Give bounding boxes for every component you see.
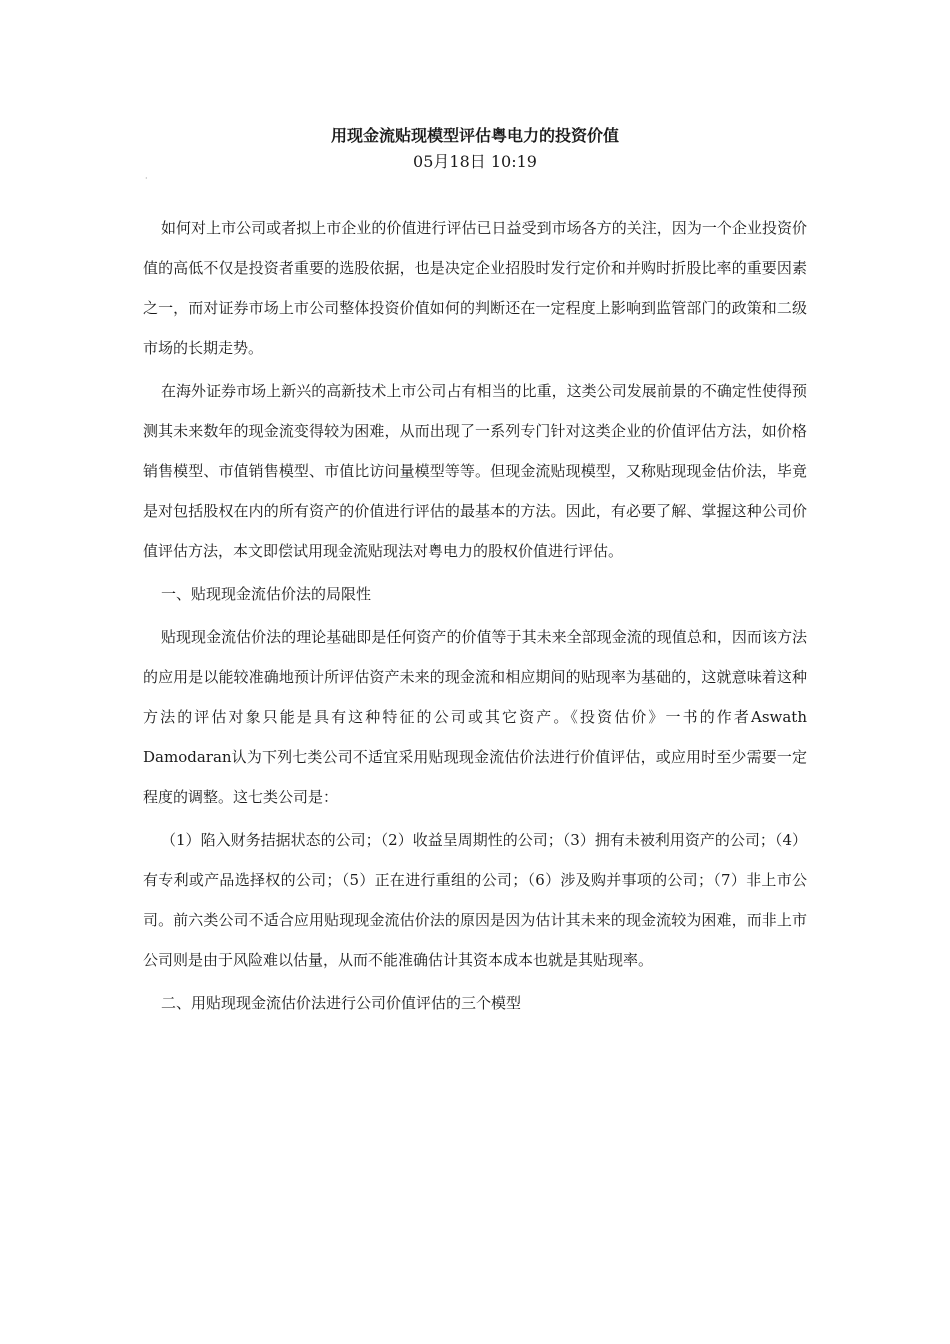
paragraph-seven-types: （1）陷入财务拮据状态的公司；（2）收益呈周期性的公司；（3）拥有未被利用资产的公司；（4）有专利或产品选择权的公司；（5）正在进行重组的公司；（6）涉及购并事项的公司；（7）非上市公司。前六类公司不适合应用贴现现金流估价法的原因是因为估计其未来的现金流较为困难，而非上市公司则是由于风险难以估量，从而不能准确估计其资本成本也就是其贴现率。 <box>143 831 807 969</box>
document-datetime: 05月18日 10:19 <box>413 152 537 171</box>
paragraph-overseas-market: 在海外证券市场上新兴的高新技术上市公司占有相当的比重，这类公司发展前景的不确定性使得预测其未来数年的现金流变得较为困难，从而出现了一系列专门针对这类企业的价值评估方法，如价格销售模型、市值销售模型、市值比访问量模型等等。但现金流贴现模型，又称贴现现金估价法，毕竟是对包括股权在内的所有资产的价值进行评估的最基本的方法。因此，有必要了解、掌握这种公司价值评估方法，本文即偿试用现金流贴现法对粤电力的股权价值进行评估。 <box>143 382 807 560</box>
document-title: 用现金流贴现模型评估粤电力的投资价值 <box>330 126 619 145</box>
paragraph-intro: 如何对上市公司或者拟上市企业的价值进行评估已日益受到市场各方的关注，因为一个企业投资价值的高低不仅是投资者重要的选股依据，也是决定企业招股时发行定价和并购时折股比率的重要因素之一，而对证券市场上市公司整体投资价值如何的判断还在一定程度上影响到监管部门的政策和二级市场的长期走势。 <box>143 219 807 357</box>
document-body <box>143 208 807 1026</box>
decorative-dot: · <box>145 174 148 183</box>
section-heading-three-models: 二、用贴现现金流估价法进行公司价值评估的三个模型 <box>161 994 522 1012</box>
paragraph-theory-basis: 贴现现金流估价法的理论基础即是任何资产的价值等于其未来全部现金流的现值总和，因而该方法的应用是以能较准确地预计所评估资产未来的现金流和相应期间的贴现率为基础的，这就意味着这种方法的评估对象只能是具有这种特征的公司或其它资产。《投资估价》一书的作者Aswath Damodaran认为下列七类公司不适宜采用贴现现金流估价法进行价值评估，或应用时至少需要一定程度的调整。这七类公司是： <box>143 628 807 806</box>
section-heading-limitations: 一、贴现现金流估价法的局限性 <box>161 585 372 603</box>
